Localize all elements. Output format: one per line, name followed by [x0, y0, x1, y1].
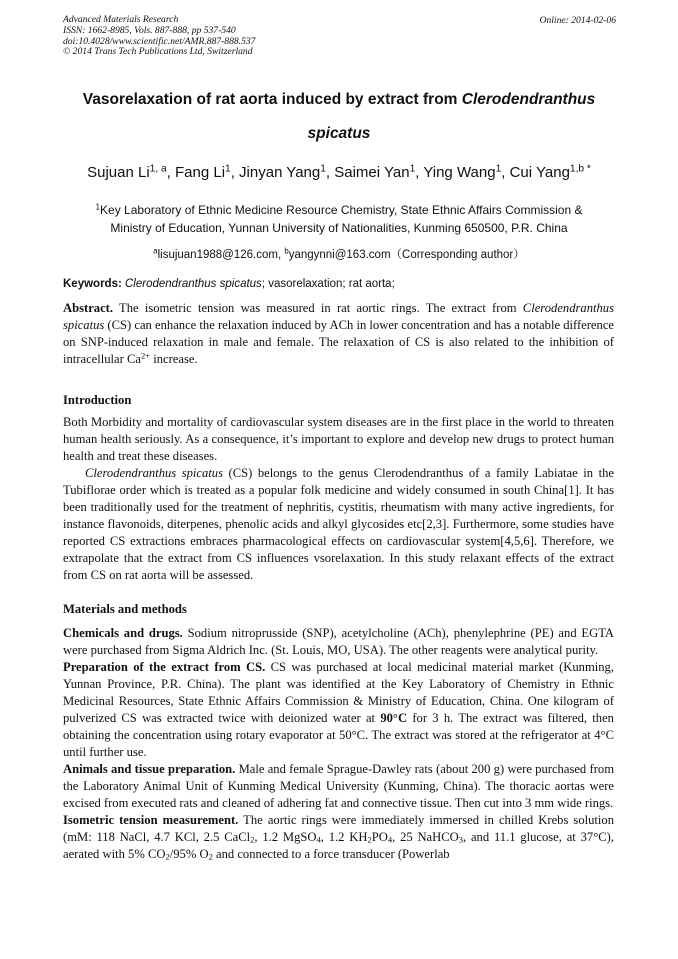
methods-heading: Materials and methods [63, 602, 187, 616]
online-date: Online: 2014-02-06 [539, 15, 616, 26]
author-6: , Cui Yang [501, 164, 570, 181]
affiliation-line-1: $^1$Key Laboratory of Ethnic Medicine Resource Chemistry, State Ethnic Affairs Commission & [95, 202, 583, 217]
email-a: lisujuan1988@126.com, [157, 249, 285, 261]
author-1-affil: 1, a [149, 163, 167, 175]
paper-title-line2 [40, 125, 638, 143]
keyword-rest: ; vasorelaxation; rat aorta; [261, 278, 395, 290]
animals-paragraph: Animals and tissue preparation. Male and female Sprague-Dawley rats (about 200 g) were purchased from the Laboratory Animal Unit of Kunming Medical University (Kunming, China). The thoracic aortas were excised from executed rats and cleaned of adhering fat and connective tissue. Then cut into 3 mm wide rings. [63, 762, 614, 810]
issn-line: ISSN: 1662-8985, Vols. 887-888, pp 537-540 [63, 24, 236, 36]
author-list [20, 164, 658, 181]
affiliation-number: 1 [95, 202, 101, 212]
title-species-epithet: spicatus [307, 125, 371, 142]
keyword-species: Clerodendranthus spicatus [125, 278, 262, 290]
author-4: , Saimei Yan [325, 164, 410, 181]
author-2-affil: 1 [225, 163, 231, 175]
copyright-line: © 2014 Trans Tech Publications Ltd, Switzerland [63, 46, 253, 58]
journal-name: Advanced Materials Research [63, 14, 179, 25]
author-6-affil: 1,b * [569, 163, 591, 175]
introduction-section [63, 392, 614, 584]
email-line: $^a$lisujuan1988@126.com, $^b$yangynni@163.com（Corresponding author） [153, 246, 525, 261]
author-5-affil: 1 [495, 163, 502, 175]
author-4-affil: 1 [409, 163, 416, 175]
introduction-heading: Introduction [63, 393, 132, 407]
abstract-label: Abstract. [63, 301, 114, 315]
doi-line: doi:10.4028/www.scientific.net/AMR.887-888.537 [63, 35, 256, 47]
author-2: , Fang Li [166, 164, 226, 181]
keywords-label: Keywords: [63, 278, 122, 290]
affiliation-line-2: Ministry of Education, Yunnan University of Nationalities, Kunming 650500, P.R. China [110, 221, 568, 235]
journal-info [63, 15, 255, 58]
title-main: Vasorelaxation of rat aorta induced by extract from [82, 91, 462, 108]
isometric-paragraph: Isometric tension measurement. The aortic rings were immediately immersed in chilled Krebs solution (mM: 118 NaCl, 4.7 KCl, 2.5 CaCl$_2$, 1.2 MgSO$_4$, 1.2 $KH_2PO_4$, 25 NaHCO$_3$, and 11.1 glucose, at 37°C), aerated with 5% $CO_2/95\%$ $O_2$ and connected to a force transducer (Powerlab [63, 813, 615, 862]
author-3-affil: 1 [320, 163, 326, 175]
methods-section [63, 601, 614, 863]
chemicals-paragraph: Chemicals and drugs. Sodium nitroprusside (SNP), acetylcholine (ACh), phenylephrine (PE) and EGTA were purchased from Sigma Aldrich Inc. (St. Louis, MO, USA). The other reagents were analytical purity. [63, 626, 614, 657]
author-1: Sujuan Li [87, 164, 150, 181]
author-5: , Ying Wang [415, 164, 496, 181]
introduction-paragraph-2: Clerodendranthus spicatus (CS) belongs to the genus Clerodendranthus of a family Labiatae in the Tubiflorae order which is treated as a popular folk medicine and widely consumed in south China[1]. It has been traditionally used for the treatment of nephritis, cystitis, rheumatism with many active ingredients, for instance flavonoids, diterpenes, phenolic acids and alkyl glycosides etc[2,3]. Furthermore, some studies have reported CS extractions embraces pharmacological effects on cardiovascular system[4,5,6]. Therefore, we extrapolate that the extract from CS influences vsorelaxation. In this study relaxant effects of the extract from CS on rat aorta will be assessed. [63, 466, 614, 582]
keywords [63, 278, 395, 290]
paper-title [40, 91, 638, 109]
introduction-paragraph-1: Both Morbidity and mortality of cardiovascular system diseases are in the first place in the world to threaten human health seriously. As a consequence, it’s important to explore and develop new drugs to protect human health and treat these diseases. [63, 415, 614, 463]
preparation-paragraph: Preparation of the extract from CS. CS was purchased at local medicinal material market (Kunming, Yunnan Province, P.R. China). The plant was identified at the Key Laboratory of Chemistry in Ethnic Medicinal Resources, State Ethnic Affairs Commission & Ministry of Education, China. One kilogram of pulverized CS was extracted twice with deionized water at 90°C for 3 h. The extract was filtered, then obtaining the concentration using rotary evaporator at 50°C. The extract was stored at the refrigerator at 4°C until further use. [63, 660, 614, 759]
abstract: Abstract. The isometric tension was measured in rat aortic rings. The extract from Clerodendranthus spicatus (CS) can enhance the relaxation induced by ACh in lower concentration and has a notable difference on SNP-induced relaxation in male and female. The relaxation of CS is also related to the inhibition of intracellular $Ca^{2+}$ increase. [63, 301, 614, 366]
email-b: yangynni@163.com（Corresponding author） [288, 249, 525, 261]
author-3: , Jinyan Yang [230, 164, 321, 181]
title-species: Clerodendranthus [461, 91, 596, 108]
